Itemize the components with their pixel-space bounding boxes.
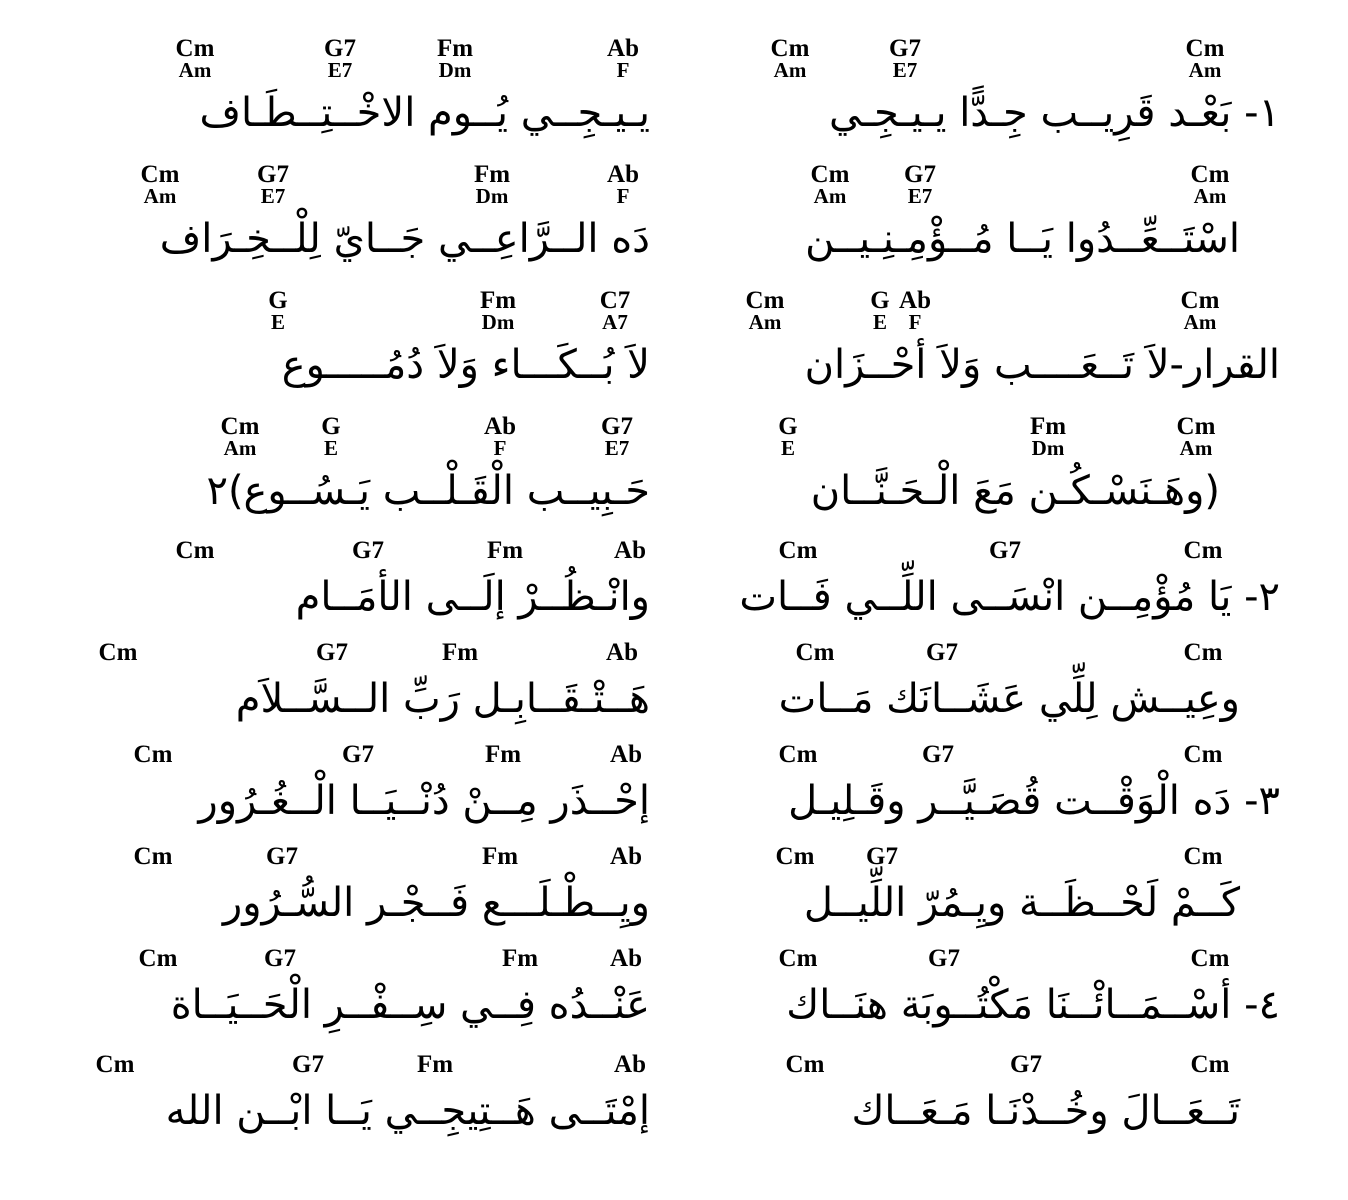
chord-4: Ab: [610, 945, 642, 972]
chord-1: Cm: [778, 945, 818, 972]
lyric-line: (وهَـنَسْـكُـن مَعَ الْـحَـنَّــان: [810, 468, 1220, 514]
chord-2: G7: [352, 537, 384, 564]
chord-2: G7 E7: [889, 35, 921, 82]
lyric-line: حَـبِيــب الْقَـلْــب يَـسُــوع)٢: [206, 468, 650, 514]
chord-2: Fm Dm: [479, 287, 517, 334]
chord-3: Fm: [481, 843, 519, 870]
chord-3: Cm Am: [1190, 161, 1230, 208]
chord-2: G7: [926, 639, 958, 666]
line-2-left: [70, 156, 660, 276]
chord-3: Cm Am: [1185, 35, 1225, 82]
chord-1: Cm: [138, 945, 178, 972]
lyric-line: ويِــطْـلَـــع فَــجْـر السُّـرُور: [222, 880, 650, 926]
chord-1: Cm: [98, 639, 138, 666]
chord-2: G7: [264, 945, 296, 972]
line-4-left: [70, 408, 660, 528]
lyric-line: وعِيــش لِلِّي عَشَــانَك مَــات: [778, 676, 1240, 722]
chord-2: Fm Dm: [1029, 413, 1067, 460]
lyric-line: ٢- يَا مُؤْمِــن انْسَــى اللِّــي فَــات: [739, 574, 1280, 620]
chord-1: Cm: [795, 639, 835, 666]
lyric-line: تَــعَــالَ وخُــدْنَـا مَـعَــاك: [851, 1088, 1240, 1134]
chord-4: Ab: [614, 537, 646, 564]
line-9-right: [700, 940, 1280, 1060]
chord-4: Ab: [614, 1051, 646, 1078]
chord-3: Fm: [441, 639, 479, 666]
line-3-right: [700, 282, 1280, 402]
lyric-line: إحْــذَر مِــنْ دُنْــيَــا الْــغُـرُور: [198, 778, 650, 824]
chord-2: G E: [870, 287, 890, 334]
chord-4: Ab F: [607, 161, 639, 208]
chord-2: G7: [989, 537, 1021, 564]
lyric-line: كَــمْ لَحْــظَــة ويِـمُرّ اللِّيــل: [803, 880, 1240, 926]
lyric-line: عَنْــدُه فِــي سِــفْــرِ الْحَــيَــاة: [170, 982, 650, 1028]
chord-2: G7 E7: [257, 161, 289, 208]
chord-4: Ab: [606, 639, 638, 666]
chord-3: Cm: [1183, 639, 1223, 666]
lyric-line: إمْتَــى هَــتِيجِــي يَــا ابْــن الله: [165, 1088, 650, 1134]
chord-1: G E: [268, 287, 288, 334]
line-4-right: [700, 408, 1280, 528]
chord-1: Cm: [785, 1051, 825, 1078]
chord-3: Cm: [1190, 945, 1230, 972]
chord-4: Ab: [610, 741, 642, 768]
chord-4: G7 E7: [601, 413, 633, 460]
line-3-left: [70, 282, 660, 402]
chord-3: Fm Dm: [436, 35, 474, 82]
chord-4: Ab F: [607, 35, 639, 82]
lyric-line: يـيـجِــي يُــوم الاخْــتِــطَـاف: [199, 90, 650, 136]
chord-1: Cm Am: [175, 35, 215, 82]
lyric-line: ٣- دَه الْوَقْــت قُصَـيَّــر وقَـلِيـل: [788, 778, 1280, 824]
line-1-left: [70, 30, 660, 150]
chord-1: Cm: [175, 537, 215, 564]
chord-2: G7: [266, 843, 298, 870]
chord-3: Cm: [1183, 843, 1223, 870]
chord-1: Cm Am: [220, 413, 260, 460]
chord-1: Cm: [778, 537, 818, 564]
chord-4: Cm Am: [1180, 287, 1220, 334]
lyric-line: ١- بَعْـد قَرِيــب جِـدًّا يـيـجِـي: [828, 90, 1280, 136]
chord-2: G7 E7: [904, 161, 936, 208]
chord-3: Fm: [484, 741, 522, 768]
chord-2: G7: [342, 741, 374, 768]
chord-1: G E: [778, 413, 798, 460]
chord-1: Cm: [778, 741, 818, 768]
chord-3: C7 A7: [599, 287, 631, 334]
chord-1: Cm Am: [770, 35, 810, 82]
chord-2: G7: [1010, 1051, 1042, 1078]
line-10-right: [700, 1046, 1280, 1166]
chord-2: G7: [928, 945, 960, 972]
lyric-line: دَه الــرَّاعِــي جَــايّ لِلْــخِـرَاف: [159, 216, 650, 262]
chord-3: Ab F: [899, 287, 931, 334]
chord-3: Cm: [1190, 1051, 1230, 1078]
chord-3: Fm Dm: [473, 161, 511, 208]
chord-2: G7 E7: [324, 35, 356, 82]
chord-2: G7: [922, 741, 954, 768]
chord-3: Cm: [1183, 537, 1223, 564]
lyric-line: وانْـظُــرْ إلَــى الأمَــام: [295, 574, 650, 620]
chord-1: Cm Am: [140, 161, 180, 208]
chord-3: Fm: [501, 945, 539, 972]
chord-1: Cm: [775, 843, 815, 870]
lyric-line: لاَ بُــكَـــاء وَلاَ دُمُـــــوع: [281, 342, 650, 388]
line-9-left: [70, 940, 660, 1060]
chord-1: Cm: [133, 843, 173, 870]
chord-1: Cm Am: [745, 287, 785, 334]
chord-3: Fm: [416, 1051, 454, 1078]
chord-3: Ab F: [484, 413, 516, 460]
chord-2: G7: [866, 843, 898, 870]
chord-1: Cm: [95, 1051, 135, 1078]
lyric-line: ٤- أسْــمَــائْــنَا مَكْتُــوبَة هنَــاك: [786, 982, 1280, 1028]
chord-2: G E: [321, 413, 341, 460]
chord-1: Cm: [133, 741, 173, 768]
line-2-right: [700, 156, 1280, 276]
chord-3: Fm: [486, 537, 524, 564]
chord-4: Ab: [610, 843, 642, 870]
lyric-line: اسْتَــعِّــدُوا يَــا مُــؤْمِـنِـيــن: [805, 216, 1240, 262]
chord-3: Cm Am: [1176, 413, 1216, 460]
chord-2: G7: [292, 1051, 324, 1078]
line-1-right: [700, 30, 1280, 150]
lyric-line: هَــتْـقَــابِـل رَبِّ الــسَّــلاَم: [235, 676, 650, 722]
chord-3: Cm: [1183, 741, 1223, 768]
line-10-left: [70, 1046, 660, 1166]
chord-2: G7: [316, 639, 348, 666]
lyric-line: القرار-لاَ تَــعَــــب وَلاَ أحْــزَان: [804, 342, 1280, 388]
chord-1: Cm Am: [810, 161, 850, 208]
